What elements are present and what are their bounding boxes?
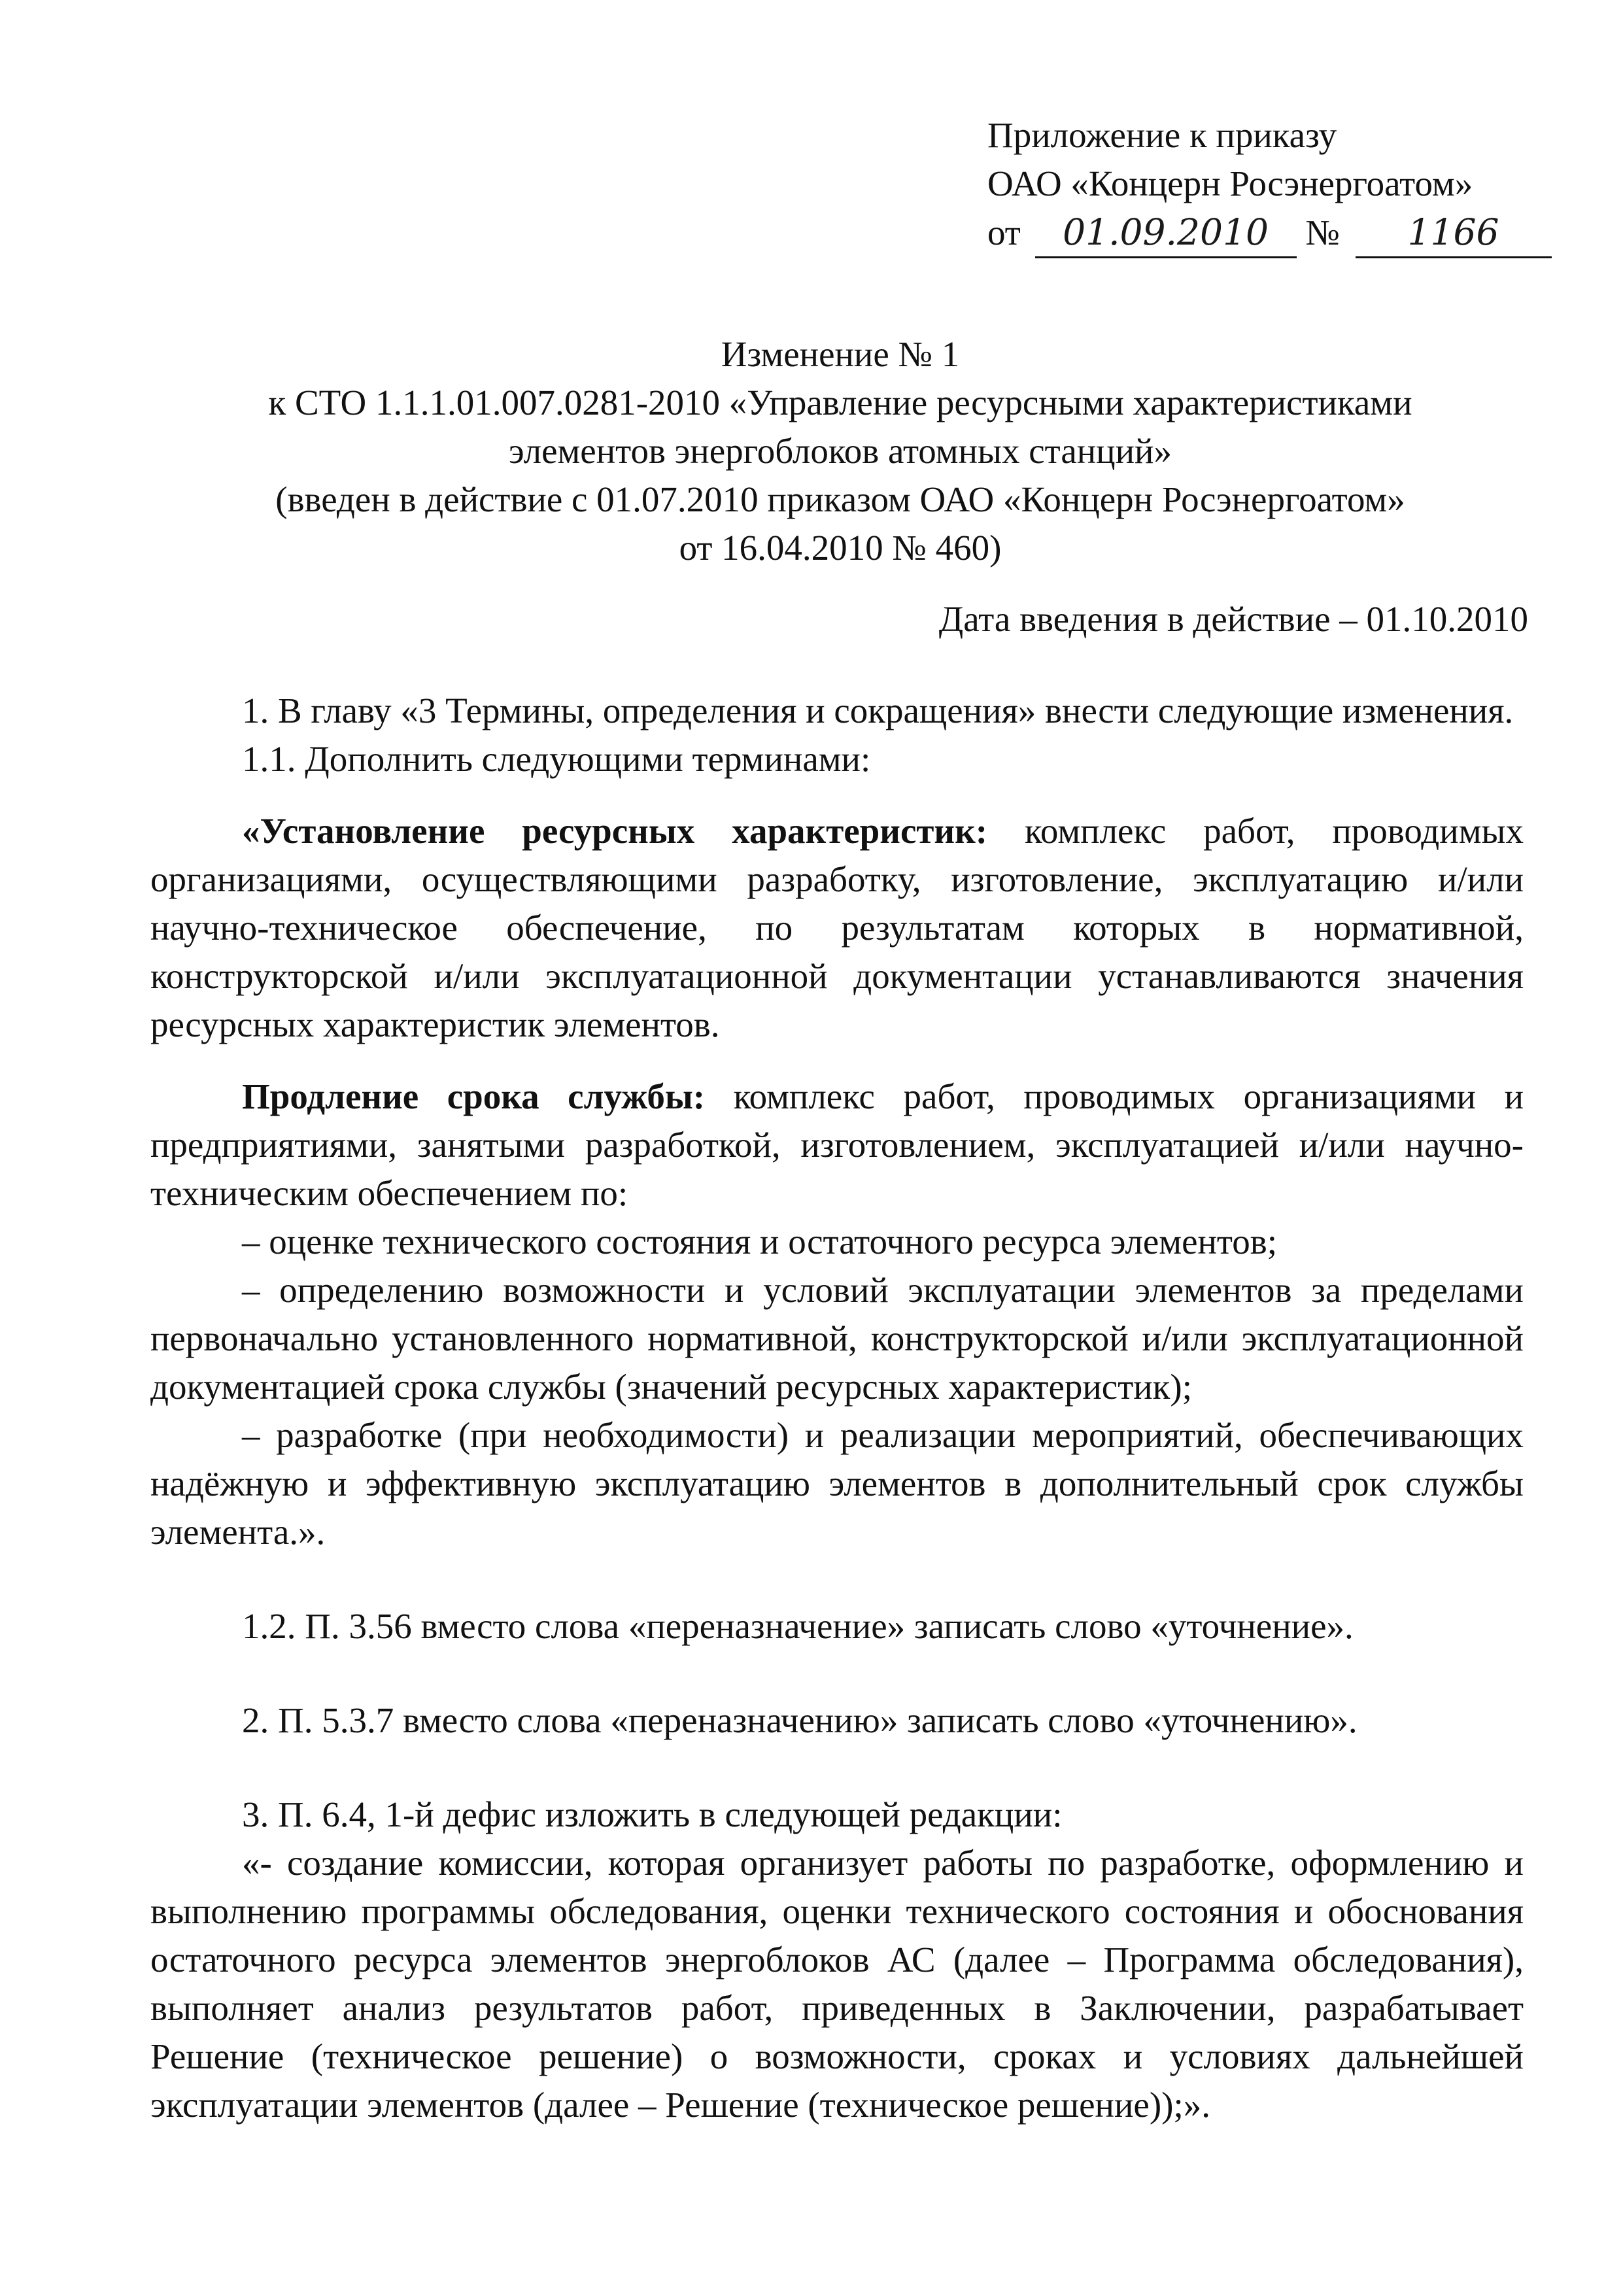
document-body xyxy=(150,687,1524,2129)
header-line-1: Приложение к приказу xyxy=(987,115,1337,155)
title-line-1: Изменение № 1 xyxy=(721,334,960,374)
title-line-3: элементов энергоблоков атомных станций» xyxy=(509,431,1172,471)
title-line-5: от 16.04.2010 № 460) xyxy=(679,528,1002,568)
dash-item-3: – разработке (при необходимости) и реализации мероприятий, обеспечивающих надёжную и эффективную эксплуатацию элементов в дополнительный срок службы элемента.». xyxy=(150,1415,1524,1552)
paragraph-1-1: 1.1. Дополнить следующими терминами: xyxy=(242,739,871,779)
term-2-definition: комплекс работ, проводимых организациями и предприятиями, занятыми разработкой, изготовлением, эксплуатацией и/или научно-техническим обеспечением по: xyxy=(150,1076,1524,1213)
title-line-2: к СТО 1.1.1.01.007.0281-2010 «Управление ресурсными характеристиками xyxy=(268,383,1412,422)
title-line-4: (введен в действие с 01.07.2010 приказом ОАО «Концерн Росэнергоатом» xyxy=(275,479,1405,519)
header-line-3 xyxy=(987,208,1576,258)
number-label: № xyxy=(1305,213,1340,252)
paragraph-3: 3. П. 6.4, 1-й дефис изложить в следующей редакции: xyxy=(242,1794,1063,1834)
term-1 xyxy=(150,807,1524,1049)
paragraph-3-text: «- создание комиссии, которая организует работы по разработке, оформлению и выполнению программы обследования, оценки технического состояния и обоснования остаточного ресурса элементов энергоблоков АС (далее – Программа обследования), выполняет анализ результатов работ, приведенных в Заключении, разрабатывает Решение (техническое решение) о возможности, сроках и условиях дальнейшей эксплуатации элементов (далее – Решение (техническое решение));». xyxy=(150,1843,1524,2125)
dash-item-1: – оценке технического состояния и остаточного ресурса элементов; xyxy=(242,1222,1277,1261)
handwritten-date: 01.09.2010 xyxy=(1035,208,1297,258)
from-label: от xyxy=(987,213,1021,252)
term-2 xyxy=(150,1072,1524,1218)
order-appendix-header xyxy=(987,111,1576,258)
effective-date: Дата введения в действие – 01.10.2010 xyxy=(938,599,1528,639)
paragraph-1: 1. В главу «3 Термины, определения и сокращения» внести следующие изменения. xyxy=(242,691,1514,730)
document-title xyxy=(150,330,1530,572)
paragraph-2: 2. П. 5.3.7 вместо слова «переназначению» записать слово «уточнению». xyxy=(242,1700,1358,1740)
handwritten-number: 1166 xyxy=(1356,208,1552,258)
dash-item-2: – определению возможности и условий эксплуатации элементов за пределами первоначально установленного нормативной, конструкторской и/или эксплуатационной документацией срока службы (значений ресурсных характеристик); xyxy=(150,1270,1524,1407)
term-2-name: Продление срока службы: xyxy=(242,1076,706,1116)
term-1-name: «Установление ресурсных характеристик: xyxy=(242,811,988,851)
paragraph-1-2: 1.2. П. 3.56 вместо слова «переназначение» записать слово «уточнение». xyxy=(242,1606,1354,1646)
term-1-definition: комплекс работ, проводимых организациями, осуществляющими разработку, изготовление, эксплуатацию и/или научно-техническое обеспечение, по результатам которых в нормативной, конструкторской и/или эксплуатационной документации устанавливаются значения ресурсных характеристик элементов. xyxy=(150,811,1524,1044)
header-line-2: ОАО «Концерн Росэнергоатом» xyxy=(987,163,1473,203)
